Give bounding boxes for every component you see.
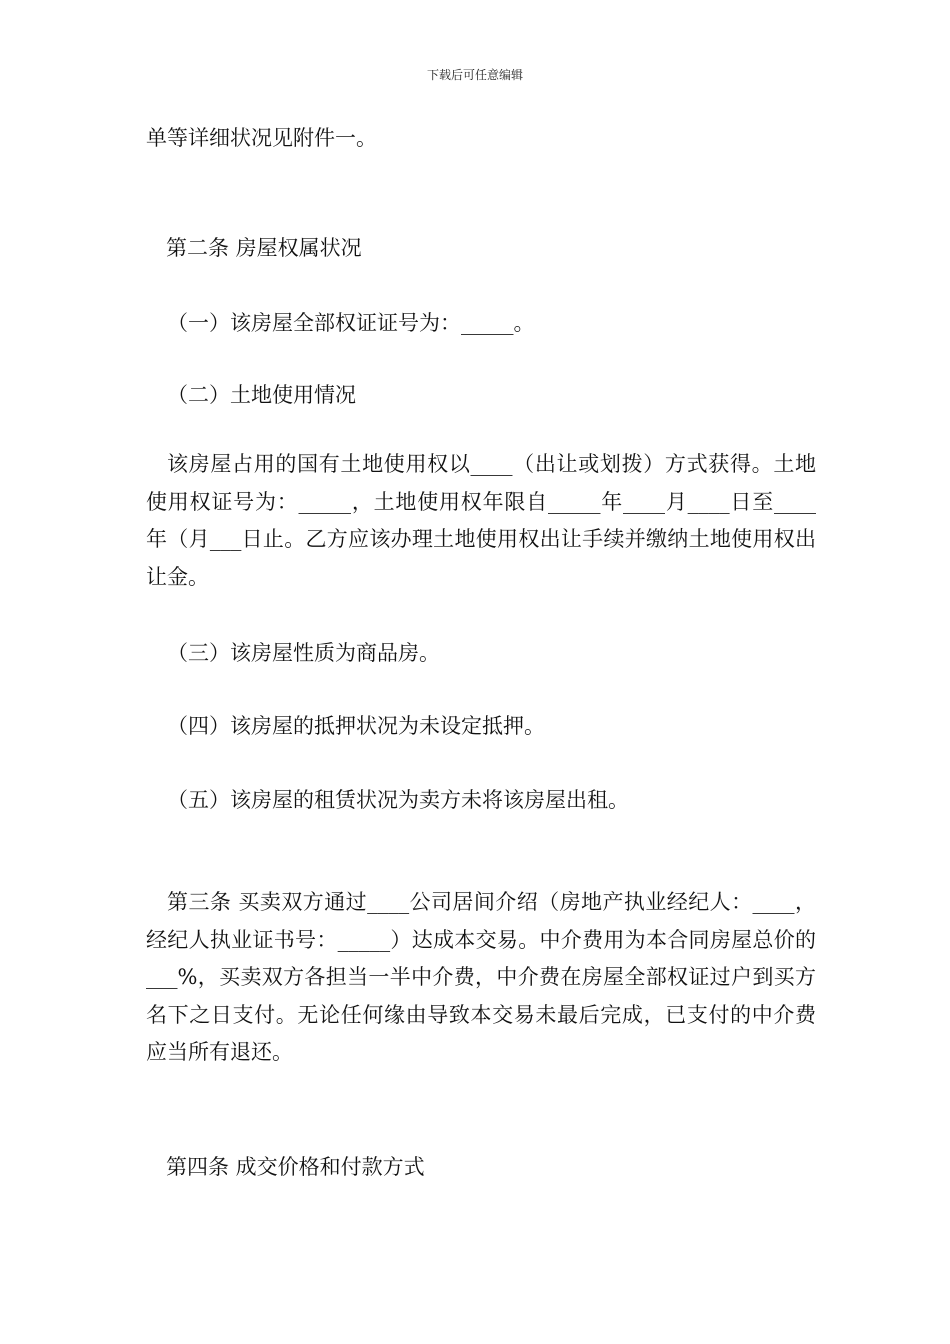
article-2-item-2: （二）土地使用情况 <box>167 383 356 407</box>
article-3-paragraph: 第三条 买卖双方通过____公司居间介绍（房地产执业经纪人：____，经纪人执业证书号：_____）达成本交易。中介费用为本合同房屋总价的___%，买卖双方各担当一半中介费，中介费在房屋全部权证过户到买方名下之日支付。无论任何缘由导致本交易未最后完成，已支付的中介费应当所有退还。 <box>146 890 816 1064</box>
article-2-title: 第二条 房屋权属状况 <box>166 236 362 260</box>
article-2-item-5: （五）该房屋的租赁状况为卖方未将该房屋出租。 <box>167 788 629 812</box>
continuation-line: 单等详细状况见附件一。 <box>146 126 377 150</box>
article-2-land-paragraph: 该房屋占用的国有土地使用权以____（出让或划拨）方式获得。土地使用权证号为：_____，土地使用权年限自_____年____月____日至____年（月___日止。乙方应该办理土地使用权出让手续并缴纳土地使用权出让金。 <box>146 452 816 589</box>
article-4-title: 第四条 成交价格和付款方式 <box>166 1155 425 1179</box>
article-2-item-4: （四）该房屋的抵押状况为未设定抵押。 <box>167 714 545 738</box>
page-header-note: 下载后可任意编辑 <box>426 68 523 82</box>
article-2-item-3: （三）该房屋性质为商品房。 <box>167 641 440 665</box>
article-2-item-1: （一）该房屋全部权证证号为：_____。 <box>167 311 535 335</box>
